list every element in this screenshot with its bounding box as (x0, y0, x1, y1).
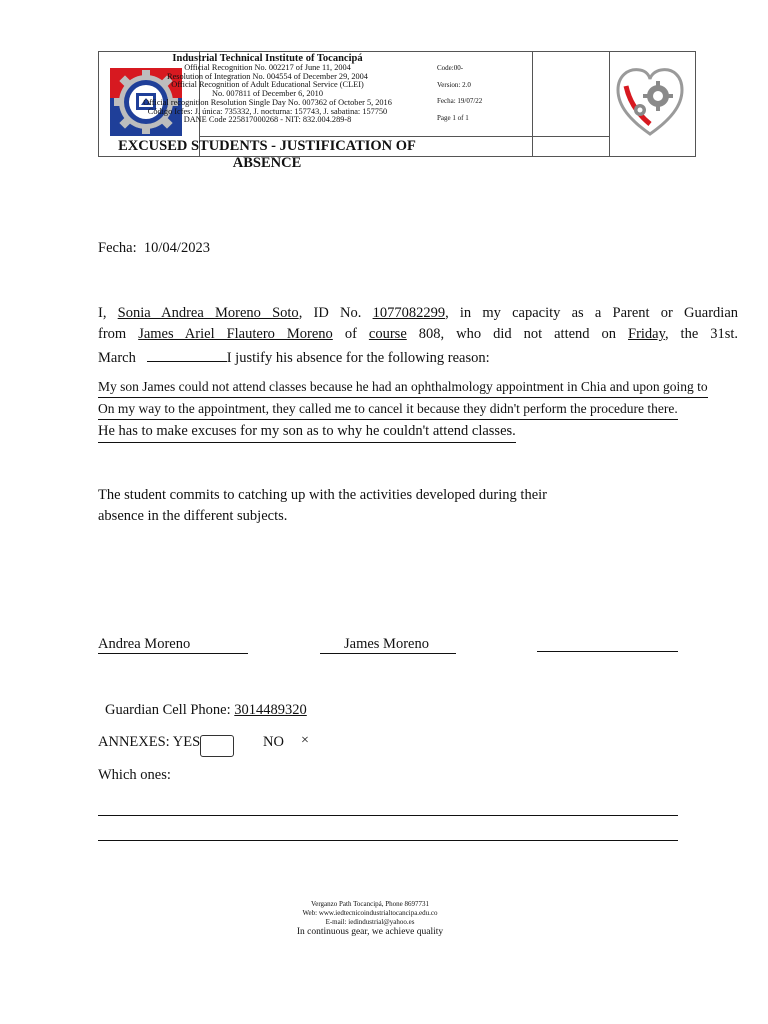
phone-label: Guardian Cell Phone: (105, 702, 231, 718)
commitment-text: The student commits to catching up with the activities developed during their absence in the different subjects. (98, 487, 547, 524)
meta-date: Fecha: 19/07/22 (437, 97, 483, 105)
signature-blank (537, 651, 678, 652)
gear-heart-logo (612, 60, 688, 140)
header-line: DANE Code 225817000268 - NIT: 832.004.289-8 (183, 115, 352, 125)
footer-address: Verganzo Path Tocancipá, Phone 8697731 (310, 900, 430, 908)
institution-block (100, 53, 435, 125)
annexes-yes-label: ANNEXES: YES (98, 734, 201, 750)
id-number: 1077082299 (372, 305, 446, 321)
which-line[interactable] (98, 815, 678, 816)
reason-line: My son James could not attend classes because he had an ophthalmology appointment in Chia and upon going to (98, 376, 708, 398)
which-line[interactable] (98, 840, 678, 841)
which-label: Which ones: (98, 767, 171, 783)
signature-guardian: Andrea Moreno (98, 636, 248, 654)
phone-value: 3014489320 (234, 702, 307, 718)
meta-version: Version: 2.0 (437, 80, 471, 89)
signature-student: James Moreno (320, 636, 456, 654)
document-meta (437, 60, 512, 126)
date-value: 10/04/2023 (143, 240, 210, 256)
footer-web: Web: www.iedtecnicoindustrialtocancipa.edu.co (302, 908, 438, 917)
footer (0, 900, 740, 939)
statement-line-2: from James Ariel Flautero Moreno of course 808, who did not attend on Friday, the 31st. (98, 326, 739, 342)
header-line: Official Recognition of Adult Educational Service (CLEI) (171, 80, 364, 90)
statement-line-1: I, Sonia Andrea Moreno Soto, ID No. 1077082299, in my capacity as a Parent or Guardian (98, 305, 739, 321)
reason-line: He has to make excuses for my son as to why he couldn't attend classes. (98, 421, 516, 443)
footer-slogan: In continuous gear, we achieve quality (296, 927, 444, 938)
meta-code: Code:00- (437, 64, 464, 72)
annexes-no-mark[interactable]: × (301, 733, 309, 748)
header-line: Código Icfes: J. única: 735332, J. nocturna: 157743, J. sabatina: 157750 (147, 106, 388, 116)
reason-line: On my way to the appointment, they called me to cancel it because they didn't perform the procedure there. (98, 398, 678, 420)
annexes-yes-checkbox[interactable] (200, 735, 234, 757)
header-line: Resolution of Integration No. 004554 of December 29, 2004 (167, 71, 368, 81)
phone-line (105, 702, 307, 719)
annexes-no-label: NO (263, 734, 284, 750)
course-number: 808 (418, 326, 441, 342)
meta-page: Page 1 of 1 (437, 113, 469, 122)
document-title: EXCUSED STUDENTS - JUSTIFICATION OF ABSENCE (118, 138, 416, 171)
reason-block (98, 376, 738, 443)
institution-name: Industrial Technical Institute of Tocancipá (172, 53, 363, 64)
date-label: Fecha: (98, 240, 137, 256)
guardian-name: Sonia Andrea Moreno Soto (117, 305, 299, 321)
date-line (98, 240, 210, 257)
student-name: James Ariel Flautero Moreno (138, 326, 333, 342)
statement-line-3: March I justify his absence for the following reason: (98, 347, 490, 367)
header-line: Official Recognition No. 002217 of June 11, 2004 (184, 63, 351, 73)
footer-email: E-mail: iedindustrial@yahoo.es (325, 917, 415, 926)
absence-day: Friday (628, 326, 665, 342)
header-line: No. 007811 of December 6, 2010 (212, 89, 323, 99)
header-line: Official recognition Resolution Single Day No. 007362 of October 5, 2016 (143, 97, 392, 107)
